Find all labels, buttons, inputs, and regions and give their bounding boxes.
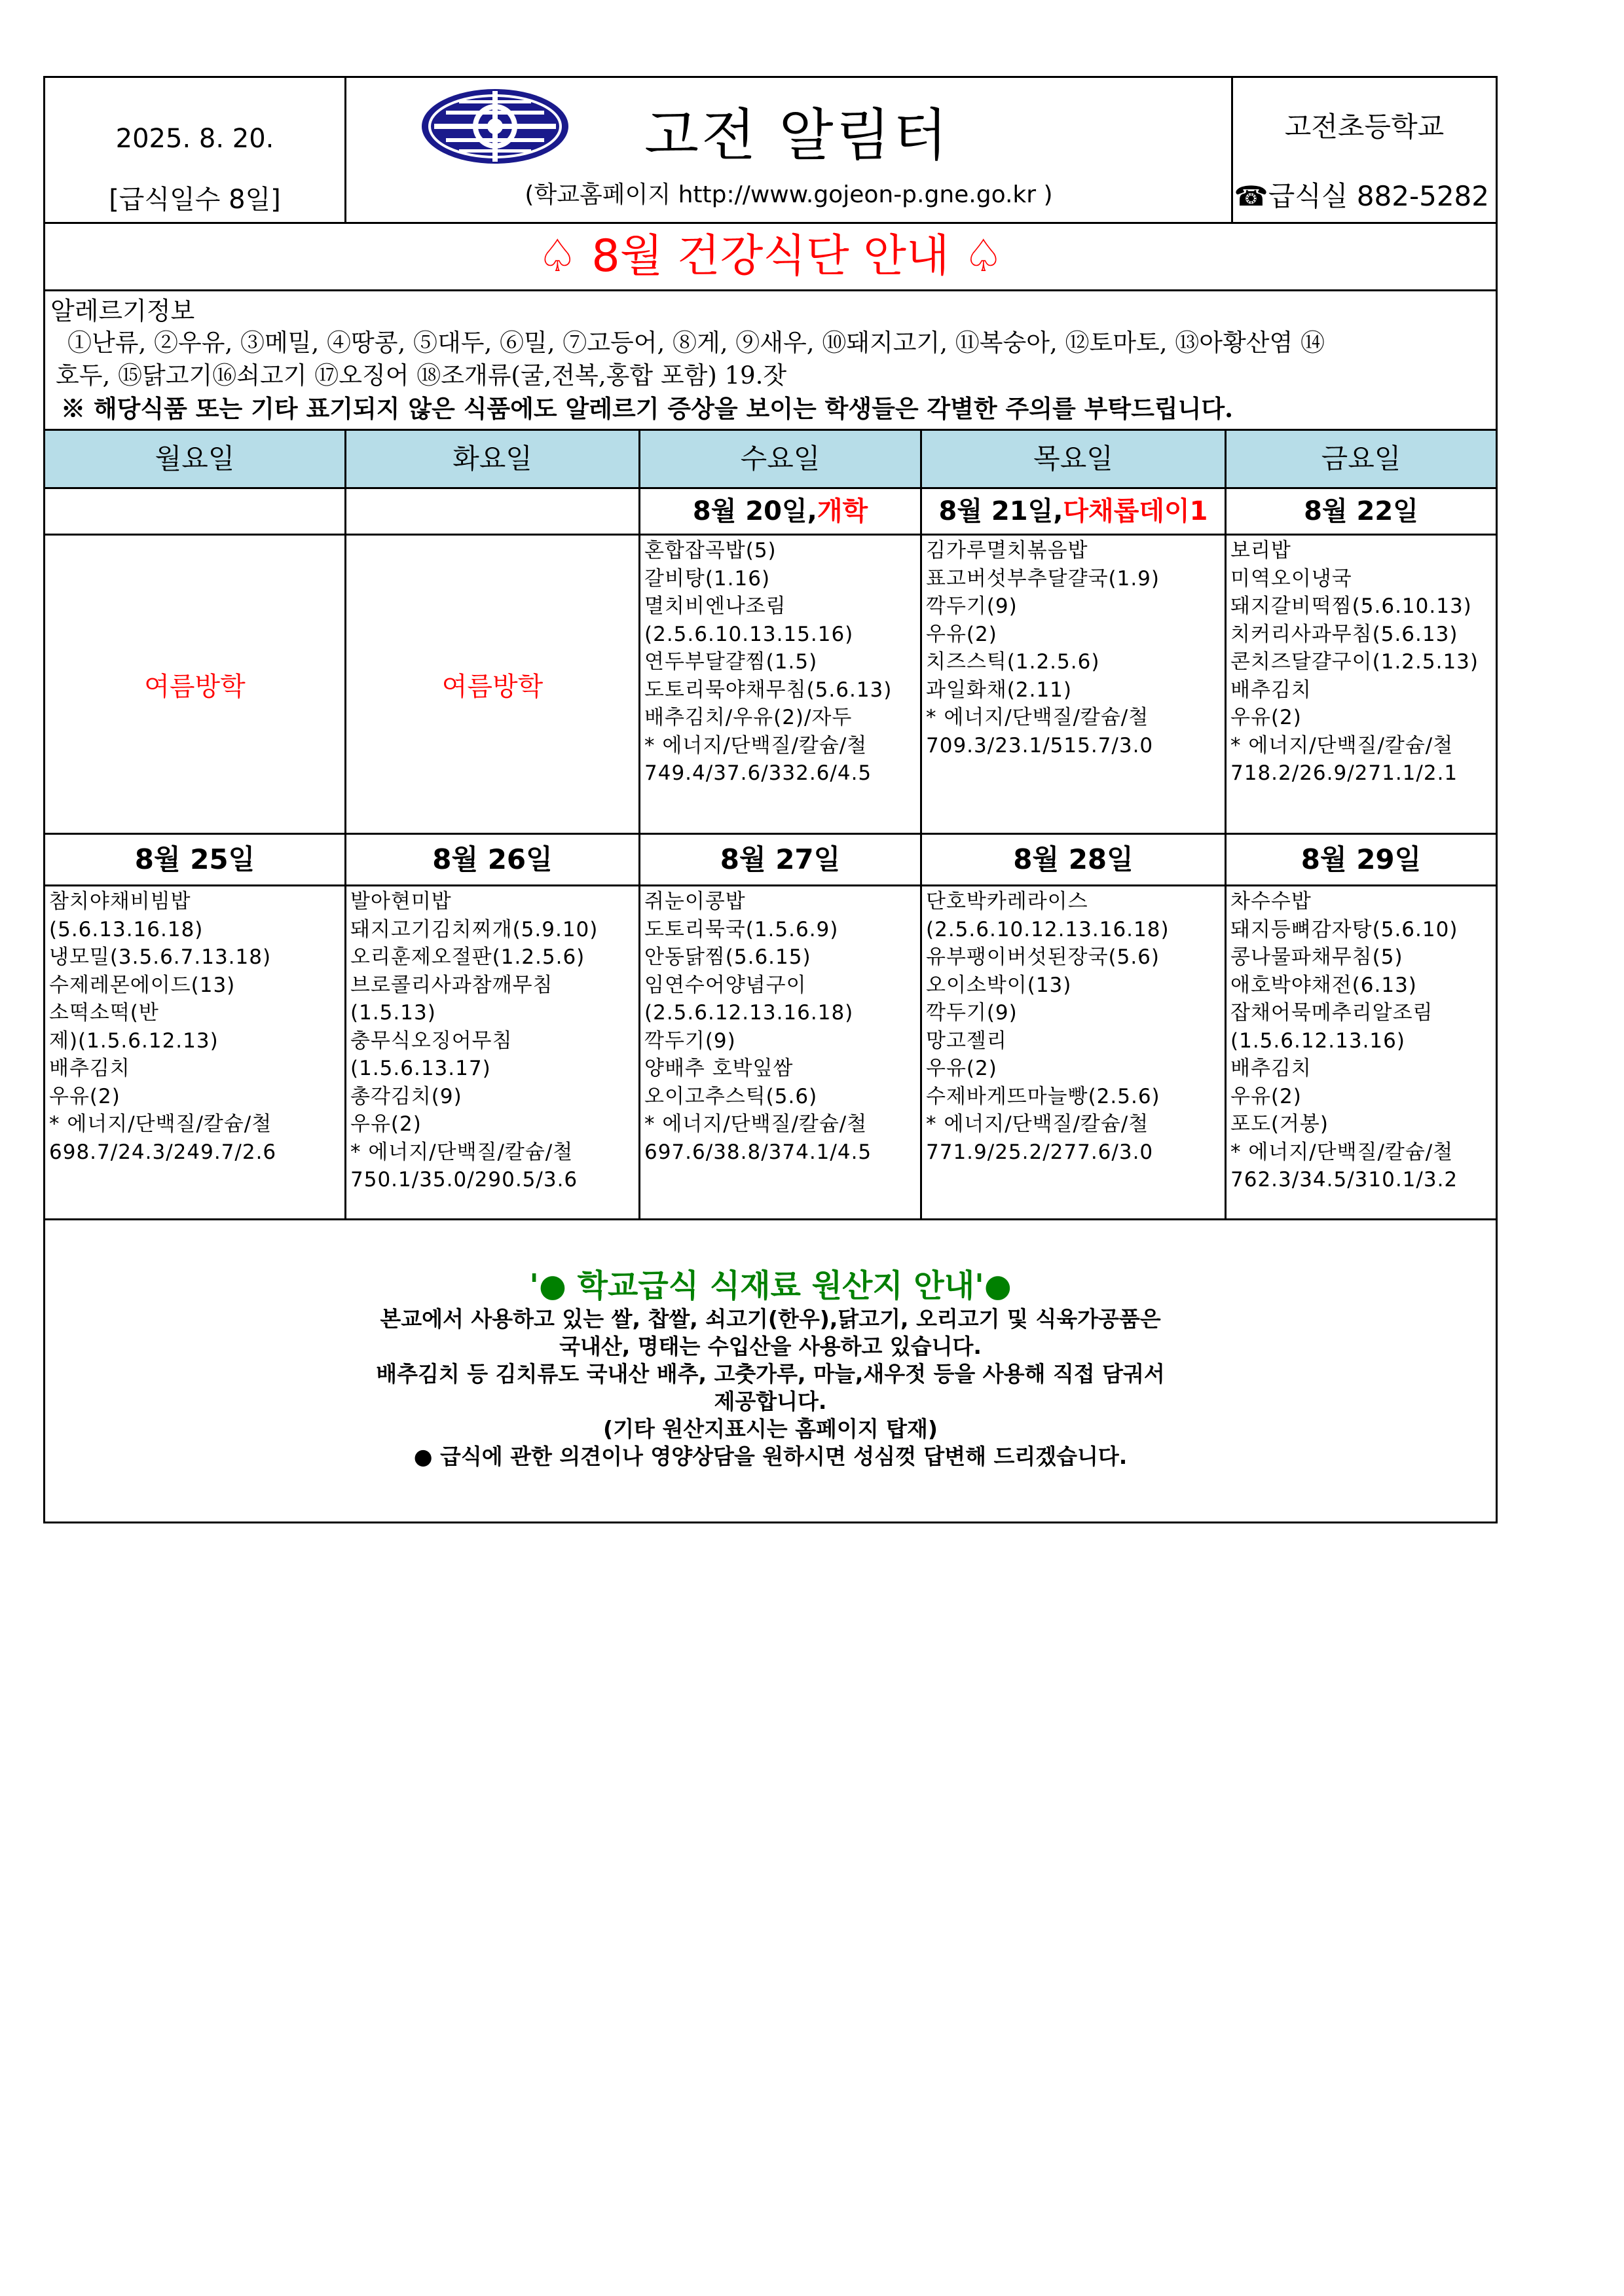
origin-line6: ● 급식에 관한 의견이나 영양상담을 원하시면 성심껏 답변해 드리겠습니다. xyxy=(413,1444,1128,1469)
menu-fri-w2: 차수수밥 돼지등뼈감자탕(5.6.10) 콩나물파채무침(5) 애호박야채전(6.13) 잡채어묵메추리알조림 (1.5.6.12.13.16) 배추김치 우유(2) 포도(거봉) * 에너지/단백질/칼슘/철 762.3/34.5/310.1/3.2 xyxy=(1226,886,1497,1220)
menu-table xyxy=(43,222,1498,1523)
origin-line4: 제공합니다. xyxy=(714,1389,827,1414)
origin-notice xyxy=(45,1220,1497,1523)
main-title-cell xyxy=(45,223,1497,291)
date-thu-w1-text: 8월 21일, xyxy=(938,496,1063,526)
menu-wed-w2: 쥐눈이콩밥 도토리묵국(1.5.6.9) 안동닭찜(5.6.15) 임연수어양념구이 (2.5.6.12.13.16.18) 깍두기(9) 양배추 호박잎쌈 오이고추스틱(5.6) * 에너지/단백질/칼슘/철 697.6/38.8/374.1/4.5 xyxy=(640,886,921,1220)
menu-thu-w2: 단호박카레라이스 (2.5.6.10.12.13.16.18) 유부팽이버섯된장국(5.6) 오이소박이(13) 깍두기(9) 망고젤리 우유(2) 수제바게뜨마늘빵(2.5.6) * 에너지/단백질/칼슘/철 771.9/25.2/277.6/3.0 xyxy=(921,886,1226,1220)
main-title: ♤ 8월 건강식단 안내 ♤ xyxy=(537,230,1004,282)
allergy-list-line1: ①난류, ②우유, ③메밀, ④땅콩, ⑤대두, ⑥밀, ⑦고등어, ⑧게, ⑨새우, ⑩돼지고기, ⑪복숭아, ⑫토마토, ⑬아황산염 ⑭ xyxy=(67,329,1325,357)
date-tue-w2: 8월 26일 xyxy=(346,834,640,886)
cafeteria-phone: ☎급식실 882-5282 xyxy=(1234,180,1489,212)
menu-fri-w1: 보리밥 미역오이냉국 돼지갈비떡찜(5.6.10.13) 치커리사과무침(5.6.13) 콘치즈달걀구이(1.2.5.13) 배추김치 우유(2) * 에너지/단백질/칼슘/철 718.2/26.9/271.1/2.1 xyxy=(1226,535,1497,834)
allergy-list-line2: 호두, ⑮닭고기⑯쇠고기 ⑰오징어 ⑱조개류(굴,전복,홍합 포함) 19.잣 xyxy=(56,361,787,390)
date-thu-w2: 8월 28일 xyxy=(921,834,1226,886)
newsletter-sheet xyxy=(43,76,1496,1523)
origin-line1: 본교에서 사용하고 있는 쌀, 찹쌀, 쇠고기(한우),닭고기, 오리고기 및 식육가공품은 xyxy=(380,1306,1161,1332)
date-mon-w1 xyxy=(45,488,346,535)
origin-line2: 국내산, 명태는 수입산을 사용하고 있습니다. xyxy=(559,1334,982,1359)
menu-mon-w1: 여름방학 xyxy=(45,535,346,834)
school-logo-icon xyxy=(420,87,570,166)
header-right xyxy=(1232,77,1497,223)
menu-wed-w1: 혼합잡곡밥(5) 갈비탕(1.16) 멸치비엔나조림 (2.5.6.10.13.15.16) 연두부달걀찜(1.5) 도토리묵야채무침(5.6.13) 배추김치/우유(2)/자두 * 에너지/단백질/칼슘/철 749.4/37.6/332.6/4.5 xyxy=(640,535,921,834)
menu-thu-w1: 김가루멸치볶음밥 표고버섯부추달걀국(1.9) 깍두기(9) 우유(2) 치즈스틱(1.2.5.6) 과일화채(2.11) * 에너지/단백질/칼슘/철 709.3/23.1/515.7/3.0 xyxy=(921,535,1226,834)
origin-line5: (기타 원산지표시는 홈페이지 탑재) xyxy=(603,1416,938,1442)
header-left xyxy=(45,77,346,223)
date-fri-w1: 8월 22일 xyxy=(1226,488,1497,535)
school-name: 고전초등학교 xyxy=(1284,111,1445,143)
weekday-thu: 목요일 xyxy=(921,430,1226,488)
event-thu-w1: 다채롭데이1 xyxy=(1063,496,1208,526)
header-table xyxy=(43,76,1498,224)
allergy-info xyxy=(45,291,1497,430)
date-tue-w1 xyxy=(346,488,640,535)
date-wed-w1-text: 8월 20일, xyxy=(692,496,817,526)
event-wed-w1: 개학 xyxy=(817,496,868,526)
date-thu-w1 xyxy=(921,488,1226,535)
meal-days: [급식일수 8일] xyxy=(109,185,281,215)
issue-date: 2025. 8. 20. xyxy=(115,124,274,154)
menu-tue-w2: 발아현미밥 돼지고기김치찌개(5.9.10) 오리훈제오절판(1.2.5.6) 브로콜리사과참깨무침 (1.5.13) 충무식오징어무침 (1.5.6.13.17) 총각김치(9) 우유(2) * 에너지/단백질/칼슘/철 750.1/35.0/290.5/3.6 xyxy=(346,886,640,1220)
menu-mon-w2: 참치야채비빔밥 (5.6.13.16.18) 냉모밀(3.5.6.7.13.18) 수제레몬에이드(13) 소떡소떡(반 제)(1.5.6.12.13) 배추김치 우유(2) * 에너지/단백질/칼슘/철 698.7/24.3/249.7/2.6 xyxy=(45,886,346,1220)
weekday-tue: 화요일 xyxy=(346,430,640,488)
origin-title: '● 학교급식 식재료 원산지 안내'● xyxy=(529,1267,1012,1304)
allergy-heading: 알레르기정보 xyxy=(50,297,195,325)
date-wed-w2: 8월 27일 xyxy=(640,834,921,886)
weekday-wed: 수요일 xyxy=(640,430,921,488)
date-mon-w2: 8월 25일 xyxy=(45,834,346,886)
homepage-url: (학교홈페이지 http://www.gojeon-p.gne.go.kr ) xyxy=(525,181,1053,208)
weekday-mon: 월요일 xyxy=(45,430,346,488)
newsletter-title: 고전 알림터 xyxy=(644,103,950,168)
header-center xyxy=(346,77,1232,223)
origin-line3: 배추김치 등 김치류도 국내산 배추, 고춧가루, 마늘,새우젓 등을 사용해 직접 담궈서 xyxy=(376,1361,1165,1387)
weekday-fri: 금요일 xyxy=(1226,430,1497,488)
date-fri-w2: 8월 29일 xyxy=(1226,834,1497,886)
menu-tue-w1: 여름방학 xyxy=(346,535,640,834)
allergy-note: ※ 해당식품 또는 기타 표기되지 않은 식품에도 알레르기 증상을 보이는 학생들은 각별한 주의를 부탁드립니다. xyxy=(61,394,1233,423)
date-wed-w1 xyxy=(640,488,921,535)
